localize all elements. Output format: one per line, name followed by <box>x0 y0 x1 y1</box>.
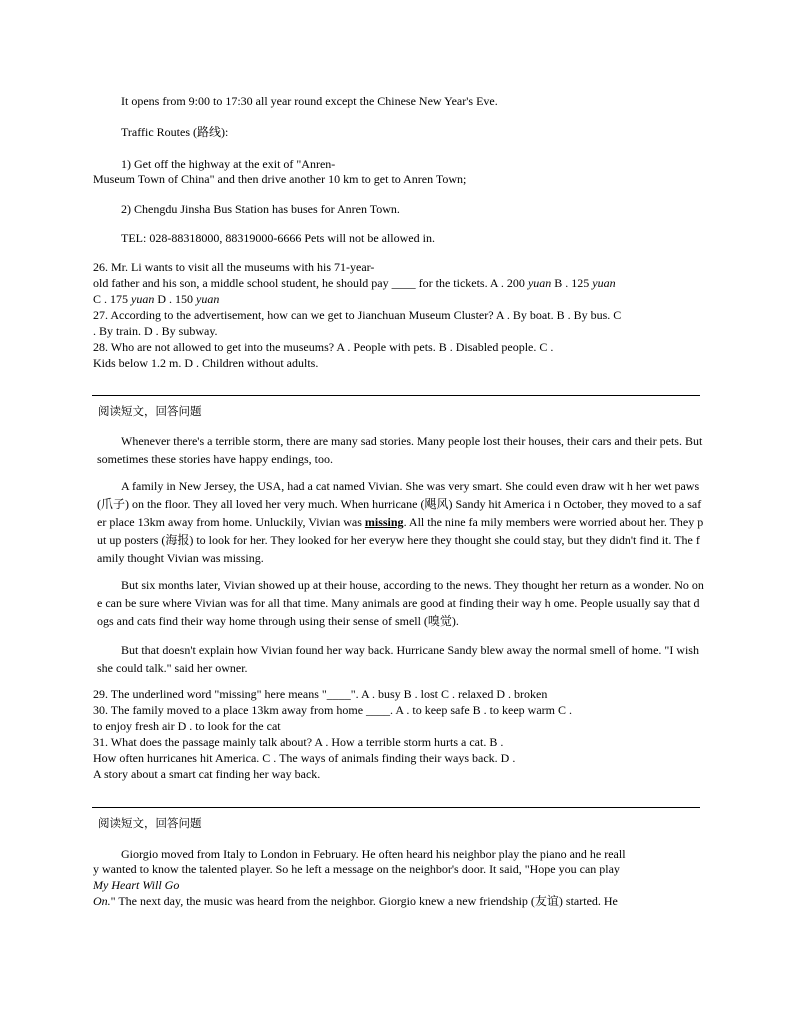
question-26-line-2: old father and his son, a middle school student, he should pay ____ for the tickets. A . 200 yuan B . 125 yuan <box>93 276 616 290</box>
route-2: 2) Chengdu Jinsha Bus Station has buses for Anren Town. <box>121 202 400 216</box>
opening-hours-text: It opens from 9:00 to 17:30 all year round except the Chinese New Year's Eve. <box>121 94 498 108</box>
question-26-line-3: C . 175 yuan D . 150 yuan <box>93 292 220 306</box>
traffic-routes-heading: Traffic Routes (路线): <box>121 125 229 139</box>
passage-2-paragraph-2: A family in New Jersey, the USA, had a cat named Vivian. She was very smart. She could even draw wit h her wet paws (爪子) on the floor. They all loved her very much. When hurricane (飓风) Sandy hit America i n October, they moved to a safer place 13km away from home. Unluckily, Vivian was missing. All the nine fa mily members were worried about her. They put up posters (海报) to look for her. They looked for her everyw here they thought she could stay, but they didn't find it. The family thought Vivian was missing. <box>97 479 704 565</box>
question-31-line-3: A story about a smart cat finding her way back. <box>93 767 321 781</box>
question-31-line-2: How often hurricanes hit America. C . The ways of animals finding their ways back. D . <box>93 751 516 765</box>
route-1-line-2: Museum Town of China" and then drive another 10 km to get to Anren Town; <box>93 172 467 186</box>
passage-3-song-title: My Heart Will Go <box>93 878 180 892</box>
question-26-line-1: 26. Mr. Li wants to visit all the museums with his 71-year- <box>93 260 375 274</box>
telephone-text: TEL: 028-88318000, 88319000-6666 Pets will not be allowed in. <box>121 231 435 245</box>
question-30-line-1: 30. The family moved to a place 13km away from home ____. A . to keep safe B . to keep warm C . <box>93 703 572 717</box>
route-1-line-1: 1) Get off the highway at the exit of "Anren- <box>121 157 336 171</box>
question-30-line-2: to enjoy fresh air D . to look for the cat <box>93 719 281 733</box>
question-28-line-2: Kids below 1.2 m. D . Children without adults. <box>93 356 319 370</box>
question-28-line-1: 28. Who are not allowed to get into the museums? A . People with pets. B . Disabled people. C . <box>93 340 554 354</box>
section-divider <box>92 395 700 396</box>
passage-3-line-4: On." The next day, the music was heard from the neighbor. Giorgio knew a new friendship (友谊) started. He <box>93 894 618 908</box>
question-27-line-2: . By train. D . By subway. <box>93 324 218 338</box>
underlined-word-missing: missing <box>364 515 404 529</box>
passage-2-paragraph-3: But six months later, Vivian showed up at their house, according to the news. They thought her return as a wonder. No one can be sure where Vivian was for all that time. Many animals are good at finding their way h ome. People usually say that dogs and cats find their way home through using their sense of smell (嗅觉). <box>97 578 704 628</box>
section-3-header: 阅读短文，回答问题 <box>98 816 202 830</box>
passage-2-paragraph-1: Whenever there's a terrible storm, there are many sad stories. Many people lost their houses, their cars and their pets. But sometimes these stories have happy endings, too. <box>97 434 703 466</box>
section-2-header: 阅读短文，回答问题 <box>98 404 202 418</box>
question-31-line-1: 31. What does the passage mainly talk about? A . How a terrible storm hurts a cat. B . <box>93 735 504 749</box>
question-27-line-1: 27. According to the advertisement, how can we get to Jianchuan Museum Cluster? A . By boat. B . By bus. C <box>93 308 622 322</box>
passage-3-line-2: y wanted to know the talented player. So he left a message on the neighbor's door. It said, "Hope you can play <box>93 862 620 876</box>
passage-2-paragraph-4: But that doesn't explain how Vivian found her way back. Hurricane Sandy blew away the normal smell of home. "I wish she could talk." said her owner. <box>97 643 699 675</box>
passage-3-line-1: Giorgio moved from Italy to London in February. He often heard his neighbor play the piano and he reall <box>121 847 626 861</box>
question-29: 29. The underlined word "missing" here means "____". A . busy B . lost C . relaxed D . broken <box>93 687 548 701</box>
section-divider <box>92 807 700 808</box>
